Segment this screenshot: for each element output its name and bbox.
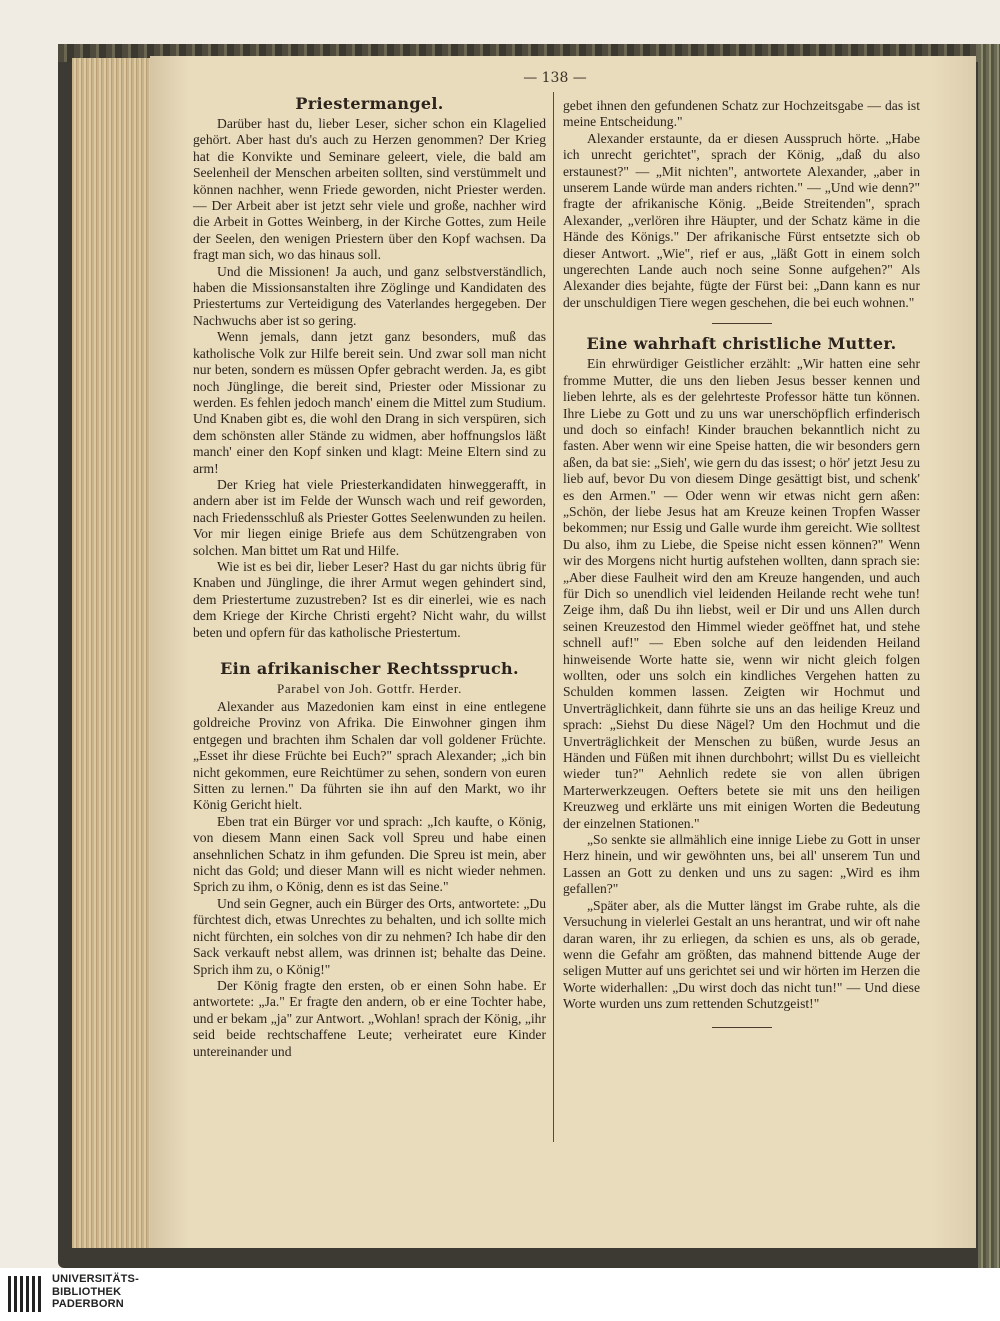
paragraph: Alexander aus Mazedonien kam einst in eine entlegene goldreiche Provinz von Afrika. Die Einwohner gingen ihm entgegen und brachten ihm Schalen dar voll goldener Früchte. „Esset ihr diese Früchte bei Euch?" sprach Alexander; „ich bin nicht gekommen, eure Reichtümer zu sehen, sondern von euren Sitten zu lernen." Da führten sie ihn auf den Markt, wo ihr König Gericht hielt. [193,699,546,813]
paragraph: Eben trat ein Bürger vor und sprach: „Ich kaufte, o König, von diesem Mann einen Sack voll Spreu und habe einen ansehnlichen Schatz in ihm gefunden. Die Spreu ist mein, aber nicht das Gold; und dieser Mann will es nicht wieder nehmen. Sprich zu ihm, o König, denn es ist das Seine." [193,813,546,895]
library-line: UNIVERSITÄTS- [52,1273,139,1285]
library-line: PADERBORN [52,1298,124,1310]
article-title-mutter: Eine wahrhaft christliche Mutter. [586,334,897,354]
left-column [193,94,546,1060]
paragraph: Der König fragte den ersten, ob er einen Sohn habe. Er antwortete: „Ja." Er fragte den andern, ob er eine Tochter habe, und er bekam „ja" zur Antwort. „Wohlan! sprach der König, „ihr seid beide rechtschaffene Leute; verheiratet eure Kinder untereinander und [193,977,546,1059]
paragraph: Ein ehrwürdiger Geistlicher erzählt: „Wir hatten eine sehr fromme Mutter, die uns den lieben Jesus besser kennen und lieben lehrte, als es der gelehrteste Professor hätte tun können. Ihre Liebe zu Gott und zu uns war unerschöpflich erfinderisch und doch so einfach! Kinder brauchen bekanntlich nicht zu fasten. Aber wenn wir eine Speise hatten, die wir besonders gern aßen, da bat sie: „Sieh', wie gern du das issest; o hör' jetzt Jesu zu lieb auf, bevor Du von diesem Dinge gesättigt bist, und schenk' es den Armen." — Oder wenn wir etwas nicht gern aßen: „Schön, der liebe Jesus hat am Kreuze keinen Tropfen Wasser bekommen; nur Essig und Galle wurde ihm gereicht. Wie solltest Du also, ihm zu Liebe, die Speise nicht essen können?" Wenn wir des Morgens nicht hurtig aufstehen wollten, dann sprach sie: „Aber diese Faulheit wird den am Kreuze hangenden, und auch für Dich so unendlich viel leidenden Heilande recht wehe tun! Zeige ihm, daß Du ihn liebst, weil er Dir und uns Allen durch seinen Kreuzestod den Himmel wieder geöffnet hat, und stehe schnell auf!" — Eben solche auf den leidenden Heiland hinweisende Worte hatte sie, wenn wir nicht gleich folgen wollten, oder uns solch ein kindliches Vergehen hatten zu Schulden kommen lassen. Zeigten wir Hochmut und Unverträglichkeit, dann führte sie uns an das heilige Kreuz und sprach: „Siehst Du diese Nägel? Um den Hochmut und die Unverträglichkeit der Menschen zu büßen, wurde Jesus an Händen und Füßen mit ihnen durchbohrt; willst Du es vielleicht wieder tun?" Aehnlich redete sie von allen übrigen Marterwerkzeugen. Oefters betete sie mit uns den heiligen Kreuzweg und erklärte uns mit einigen Worten die Bedeutung der einzelnen Stationen." [563,356,920,831]
paragraph: „Später aber, als die Mutter längst im Grabe ruhte, als die Versuchung in vielerlei Gestalt an uns herantrat, und wir oft nahe daran waren, ihr zu erliegen, da schien es uns, als ob gerade, wenn die Gefahr am größten, das mahnend bittende Auge der seligen Mutter auf uns gerichtet sei und wir hörten im Herzen die Worte widerhallen: „Du wirst doch das nicht tun!" — Und diese Worte wurden uns zum rettenden Schutzgeist!" [563,897,920,1012]
paragraph: Alexander erstaunte, da er diesen Ausspruch hörte. „Habe ich unrecht gerichtet", sprach der König, „daß du also erstaunest?" — „Mit nichten", antwortete Alexander, „aber in unserem Lande würde man anders richten." — „Und wie denn?" fragte der afrikanische König. „Beide Streitenden", sprach Alexander, „verlören ihre Häupter, und der Schatz käme in die Hände des Königs." Der afrikanische Fürst entsetzte sich ob dieser Antwort. „Wie", rief er aus, „läßt Gott in einem solch ungerechten Lande auch noch seine Sonne aufgehen?" Als Alexander dies bejahte, fügte der Fürst bei: „Dann kann es nur der unschuldigen Tiere wegen geschehen, die bei euch wohnen." [563,130,920,310]
page-number: — 138 — [523,70,587,86]
paragraph: Der Krieg hat viele Priesterkandidaten hinweggerafft, in andern aber ist im Felde der Wunsch wach und reif geworden, nach Friedensschluß als Priester Gottes Seelenwunden zu heilen. Vor mir liegen einige Briefe aus dem Schützengraben von solchen. Man bittet um Rat und Hilfe. [193,476,546,558]
paragraph: gebet ihnen den gefundenen Schatz zur Hochzeitsgabe — das ist meine Entscheidung." [563,98,920,130]
cover-right-edge [978,44,1000,1268]
column-divider [553,92,554,1142]
article-title-rechtsspruch: Ein afrikanischer Rechtsspruch. [220,659,519,678]
footer-bar [0,1268,1000,1321]
right-column [563,98,920,1028]
paragraph: Und sein Gegner, auch ein Bürger des Orts, antwortete: „Du fürchtest dich, etwas Unrechtes zu behalten, und ich sollte mich nicht fürchten, ein solches von dir zu nehmen? Ich habe dir den Sack verkauft nebst allem, was drinnen ist; behalte das Deine. Sprich ihm zu, o König!" [193,895,546,977]
paragraph: Darüber hast du, lieber Leser, sicher schon ein Klagelied gehört. Aber hast du's auch zu Herzen genommen? Der Krieg hat die Konvikte und Seminare geleert, viele, die bald am Seelenheil der Menschen arbeiten sollten, sind verstümmelt und können nachher, wenn Friede geworden, nicht Priester werden. — Der Arbeit aber ist jetzt sehr viele und große, nachher wird die Arbeit in Gottes Weinberg, in der Kirche Gottes, zum Heile der Seelen, den wenigen Priestern über den Kopf wachsen. Da fragt man sich, wo das hinaus soll. [193,116,546,263]
paragraph: Wenn jemals, dann jetzt ganz besonders, muß das katholische Volk zur Hilfe bereit sein. Und zwar soll man nicht nur beten, sondern es müssen Opfer gebracht werden. Ja, es gibt noch Jünglinge, die bereit sind, Priester oder Missionar zu werden. Es fehlen jedoch manch' einem die Mittel zum Studium. Und Knaben gibt es, die wohl den Drang in sich verspüren, sich dem schönsten aller Stände zu widmen, aber hoffnungslos läßt manch' einer den Kopf sinken und klagt: Meine Eltern sind zu arm! [193,329,546,476]
article-title-priestermangel: Priestermangel. [295,94,444,113]
paragraph: Und die Missionen! Ja auch, und ganz selbstverständlich, haben die Missionsanstalten ihre Zöglinge und Kandidaten des Priestertums zur Verteidigung des Vaterlandes hergegeben. Der Nachwuchs aber ist so gering. [193,263,546,328]
library-line: BIBLIOTHEK [52,1285,122,1298]
page-stack-edge [72,58,160,1248]
library-name [52,1273,139,1311]
library-logo-icon [6,1272,46,1316]
paragraph: „So senkte sie allmählich eine innige Liebe zu Gott in unser Herz hinein, und wir gewöhnten uns, bei all' unserem Tun und Lassen an Gott zu denken und uns zu sagen: „Wird es ihm gefallen?" [563,832,920,897]
paragraph: Wie ist es bei dir, lieber Leser? Hast du gar nichts übrig für Knaben und Jünglinge, die ihrer Armut wegen gehindert sind, dem Priestertume zuzustreben? Ist es dir einerlei, wie es nach dem Kriege der Kirche Christi ergeht? Nicht wahr, du willst beten und opfern für das katholische Priestertum. [193,558,546,640]
separator-rule [712,1027,772,1028]
article-subtitle: Parabel von Joh. Gottfr. Herder. [277,681,462,696]
